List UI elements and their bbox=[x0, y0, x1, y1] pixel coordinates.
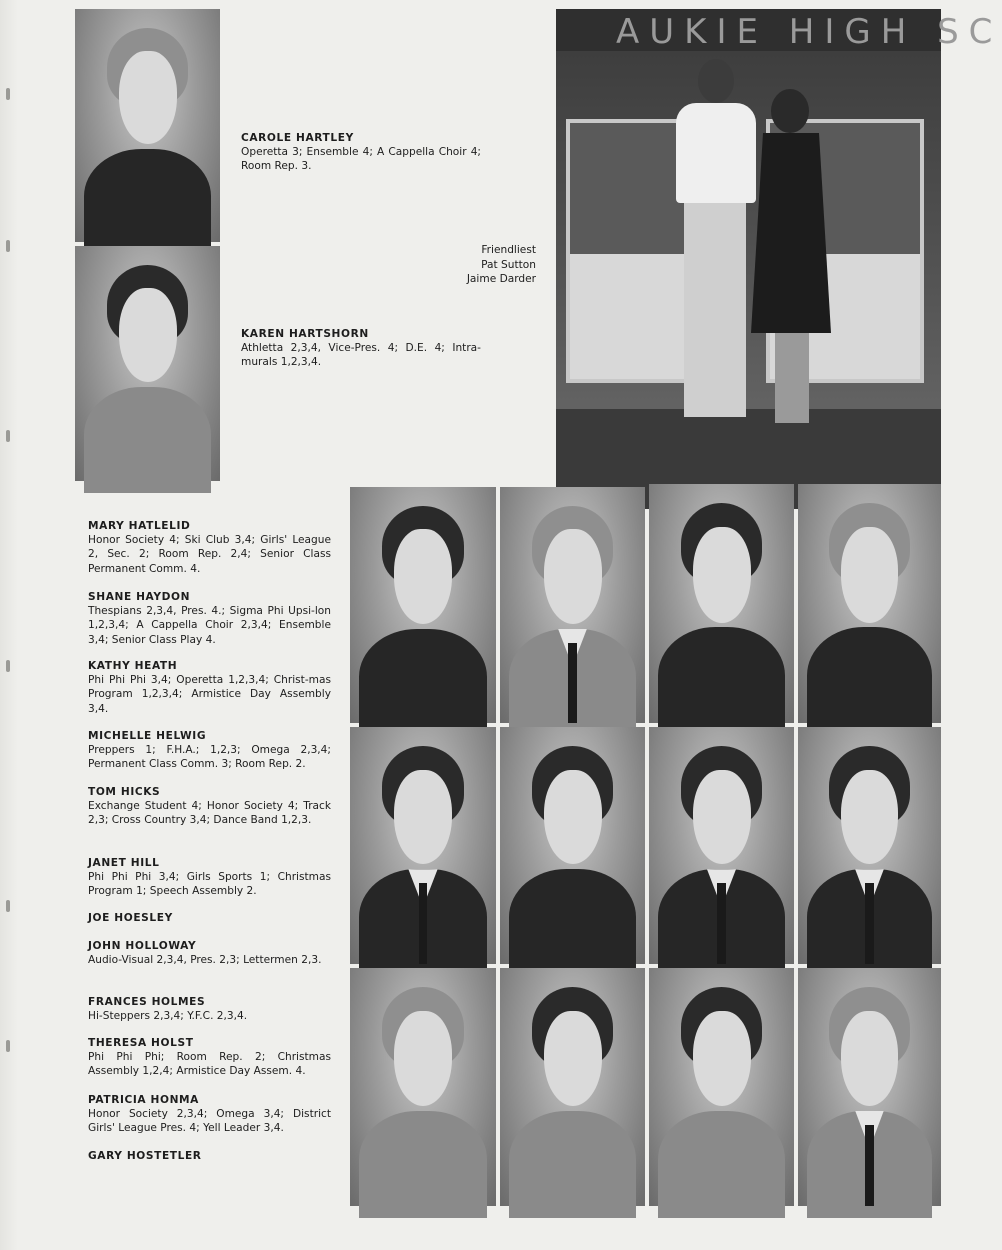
student-activities: Exchange Student 4; Honor Society 4; Track 2,3; Cross Country 3,4; Dance Band 1,2,3. bbox=[88, 800, 331, 827]
binding-hole bbox=[6, 1040, 10, 1052]
portrait-shane-haydon bbox=[500, 487, 645, 723]
caption-name: Pat Sutton bbox=[481, 258, 536, 271]
student-activities: Honor Society 2,3,4; Omega 3,4; District Girls' League Pres. 4; Yell Leader 3,4. bbox=[88, 1108, 331, 1135]
student-entry-kathy-heath bbox=[88, 659, 331, 716]
student-entry-michelle-helwig bbox=[88, 729, 331, 772]
friendliest-caption bbox=[420, 243, 536, 287]
student-name: TOM HICKS bbox=[88, 786, 161, 798]
student-name: GARY HOSTETLER bbox=[88, 1150, 202, 1162]
student-name: KAREN HARTSHORN bbox=[241, 328, 369, 340]
binding-hole bbox=[6, 240, 10, 252]
student-entry-john-holloway bbox=[88, 939, 331, 967]
portrait-michelle-helwig bbox=[798, 484, 941, 723]
caption-title: Friendliest bbox=[481, 244, 536, 256]
student-activities: Operetta 3; Ensemble 4; A Cappella Choir 4; Room Rep. 3. bbox=[241, 146, 481, 173]
binding-hole bbox=[6, 660, 10, 672]
student-activities: Phi Phi Phi; Room Rep. 2; Christmas Assembly 1,2,4; Armistice Day Assem. 4. bbox=[88, 1051, 331, 1078]
school-sign: AUKIE HIGH SC bbox=[556, 9, 941, 51]
student-name: THERESA HOLST bbox=[88, 1037, 194, 1049]
student-activities: Phi Phi Phi 3,4; Girls Sports 1; Christmas Program 1; Speech Assembly 2. bbox=[88, 871, 331, 898]
student-activities: Honor Society 4; Ski Club 3,4; Girls' League 2, Sec. 2; Room Rep. 2,4; Senior Class Permanent Comm. 4. bbox=[88, 534, 331, 575]
student-name: FRANCES HOLMES bbox=[88, 996, 206, 1008]
binding-hole bbox=[6, 430, 10, 442]
portrait-carole-hartley bbox=[75, 9, 220, 242]
student-name: SHANE HAYDON bbox=[88, 591, 191, 603]
portrait-kathy-heath bbox=[649, 484, 794, 723]
student-name: KATHY HEATH bbox=[88, 660, 178, 672]
student-name: MICHELLE HELWIG bbox=[88, 730, 207, 742]
binding-hole bbox=[6, 88, 10, 100]
friendliest-candid-photo bbox=[556, 9, 1002, 481]
student-activities: Thespians 2,3,4, Pres. 4.; Sigma Phi Upsi-lon 1,2,3,4; A Cappella Choir 2,3,4; Ensemble 3,4; Senior Class Play 4. bbox=[88, 605, 331, 646]
caption-name: Jaime Darder bbox=[466, 273, 536, 286]
student-entry-gary-hostetler bbox=[88, 1149, 331, 1163]
portrait-frances-holmes bbox=[350, 968, 496, 1206]
student-name: MARY HATLELID bbox=[88, 520, 191, 532]
portrait-janet-hill bbox=[500, 727, 645, 964]
binding-hole bbox=[6, 900, 10, 912]
portrait-mary-hatlelid bbox=[350, 487, 496, 723]
student-name: CAROLE HARTLEY bbox=[241, 132, 354, 144]
portrait-john-holloway bbox=[798, 727, 941, 964]
student-name: JANET HILL bbox=[88, 857, 160, 869]
student-entry-tom-hicks bbox=[88, 785, 331, 828]
portrait-gary-hostetler bbox=[798, 968, 941, 1206]
student-entry-patricia-honma bbox=[88, 1093, 331, 1136]
portrait-joe-hoesley bbox=[649, 727, 794, 964]
student-name: PATRICIA HONMA bbox=[88, 1094, 199, 1106]
portrait-karen-hartshorn bbox=[75, 246, 220, 481]
student-entry-shane-haydon bbox=[88, 590, 331, 647]
student-activities: Hi-Steppers 2,3,4; Y.F.C. 2,3,4. bbox=[88, 1010, 248, 1023]
student-activities: Phi Phi Phi 3,4; Operetta 1,2,3,4; Christ-mas Program 1,2,3,4; Armistice Day Assembly 3,4. bbox=[88, 674, 331, 715]
page-binding-edge bbox=[0, 0, 18, 1250]
student-entry-karen-hartshorn bbox=[241, 327, 481, 370]
student-name: JOHN HOLLOWAY bbox=[88, 940, 197, 952]
portrait-tom-hicks bbox=[350, 727, 496, 964]
student-entry-theresa-holst bbox=[88, 1036, 331, 1079]
student-entry-joe-hoesley bbox=[88, 911, 331, 925]
student-entry-carole-hartley bbox=[241, 131, 481, 174]
student-activities: Audio-Visual 2,3,4, Pres. 2,3; Lettermen 2,3. bbox=[88, 954, 322, 967]
portrait-patricia-honma bbox=[649, 968, 794, 1206]
student-name: JOE HOESLEY bbox=[88, 912, 173, 924]
student-activities: Preppers 1; F.H.A.; 1,2,3; Omega 2,3,4; Permanent Class Comm. 3; Room Rep. 2. bbox=[88, 744, 331, 771]
student-entry-mary-hatlelid bbox=[88, 519, 331, 576]
student-entry-janet-hill bbox=[88, 856, 331, 899]
student-activities: Athletta 2,3,4, Vice-Pres. 4; D.E. 4; Intra-murals 1,2,3,4. bbox=[241, 342, 481, 369]
portrait-theresa-holst bbox=[500, 968, 645, 1206]
student-entry-frances-holmes bbox=[88, 995, 331, 1023]
